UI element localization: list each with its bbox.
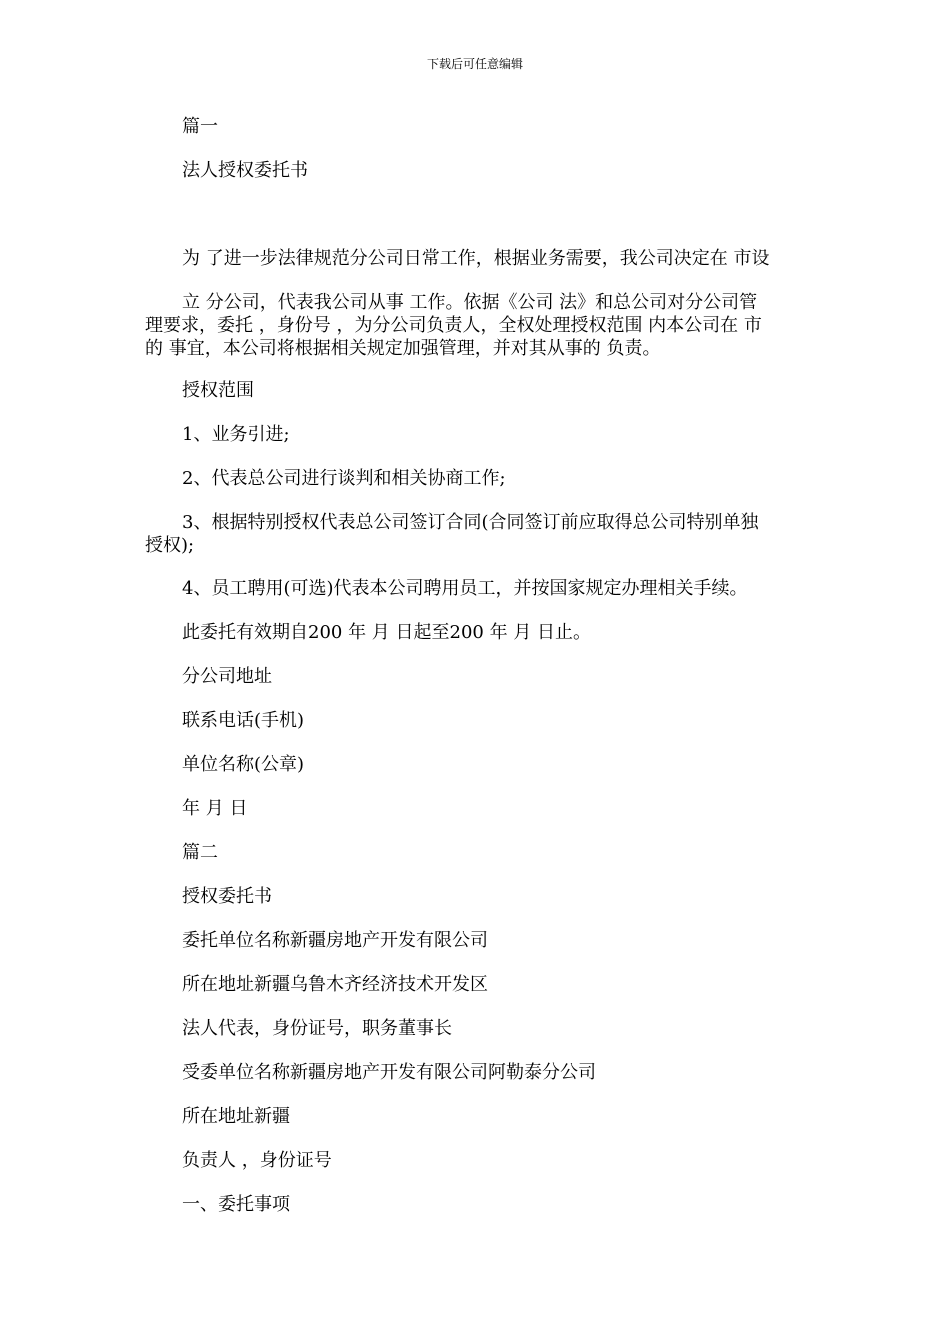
- section-heading: [145, 1193, 815, 1216]
- body-paragraph: [145, 291, 815, 360]
- address-line: [145, 665, 815, 688]
- text-line: 1、业务引进;: [182, 424, 290, 445]
- body-paragraph: [145, 1017, 815, 1040]
- text-line: 4、员工聘用(可选)代表本公司聘用员工，并按国家规定办理相关手续。: [182, 578, 748, 599]
- section-heading: [145, 841, 815, 864]
- text-line: 联系电话(手机): [182, 710, 305, 731]
- section-heading: [145, 379, 815, 402]
- text-line: 分公司地址: [182, 666, 272, 687]
- text-line: 理要求，委托 ，身份号 ，为分公司负责人，全权处理授权范围 内本公司在 市: [145, 315, 762, 336]
- text-line: 委托单位名称新疆房地产开发有限公司: [182, 930, 488, 951]
- list-item: [145, 423, 815, 446]
- body-paragraph: [145, 1105, 815, 1128]
- text-line: 的 事宜，本公司将根据相关规定加强管理，并对其从事的 负责。: [145, 338, 661, 359]
- text-line: 所在地址新疆乌鲁木齐经济技术开发区: [182, 974, 488, 995]
- text-line: 立 分公司，代表我公司从事 工作。依据《公司 法》和总公司对分公司管: [182, 292, 758, 313]
- body-paragraph: [145, 1149, 815, 1172]
- text-line: 所在地址新疆: [182, 1106, 290, 1127]
- text-line: 法人代表，身份证号，职务董事长: [182, 1018, 452, 1039]
- body-paragraph: [145, 247, 815, 270]
- section-heading: [145, 115, 815, 138]
- text-line: 2、代表总公司进行谈判和相关协商工作;: [182, 468, 506, 489]
- text-line: 负责人 ，身份证号: [182, 1150, 332, 1171]
- text-line: 为 了进一步法律规范分公司日常工作，根据业务需要，我公司决定在 市设: [182, 248, 770, 269]
- phone-line: [145, 709, 815, 732]
- body-paragraph: [145, 929, 815, 952]
- body-paragraph: [145, 1061, 815, 1084]
- validity-line: [145, 621, 815, 644]
- text-line: 篇二: [182, 842, 218, 863]
- list-item: [145, 467, 815, 490]
- text-line: 授权);: [145, 535, 195, 556]
- list-item: [145, 511, 815, 557]
- text-line: 3、根据特别授权代表总公司签订合同(合同签订前应取得总公司特别单独: [182, 512, 759, 533]
- text-line: 单位名称(公章): [182, 754, 305, 775]
- text-line: 年 月 日: [182, 798, 248, 819]
- document-title: [145, 885, 815, 908]
- text-line: 授权委托书: [182, 886, 272, 907]
- body-paragraph: [145, 973, 815, 996]
- page-header: 下载后可任意编辑: [426, 57, 523, 71]
- text-line: 篇一: [182, 116, 218, 137]
- text-line: 此委托有效期自200 年 月 日起至200 年 月 日止。: [182, 622, 592, 643]
- text-line: 受委单位名称新疆房地产开发有限公司阿勒泰分公司: [182, 1062, 596, 1083]
- text-line: 法人授权委托书: [182, 160, 308, 181]
- list-item: [145, 577, 815, 600]
- text-line: 授权范围: [182, 380, 254, 401]
- date-line: [145, 797, 815, 820]
- document-title: [145, 159, 815, 182]
- seal-line: [145, 753, 815, 776]
- text-line: 一、委托事项: [182, 1194, 290, 1215]
